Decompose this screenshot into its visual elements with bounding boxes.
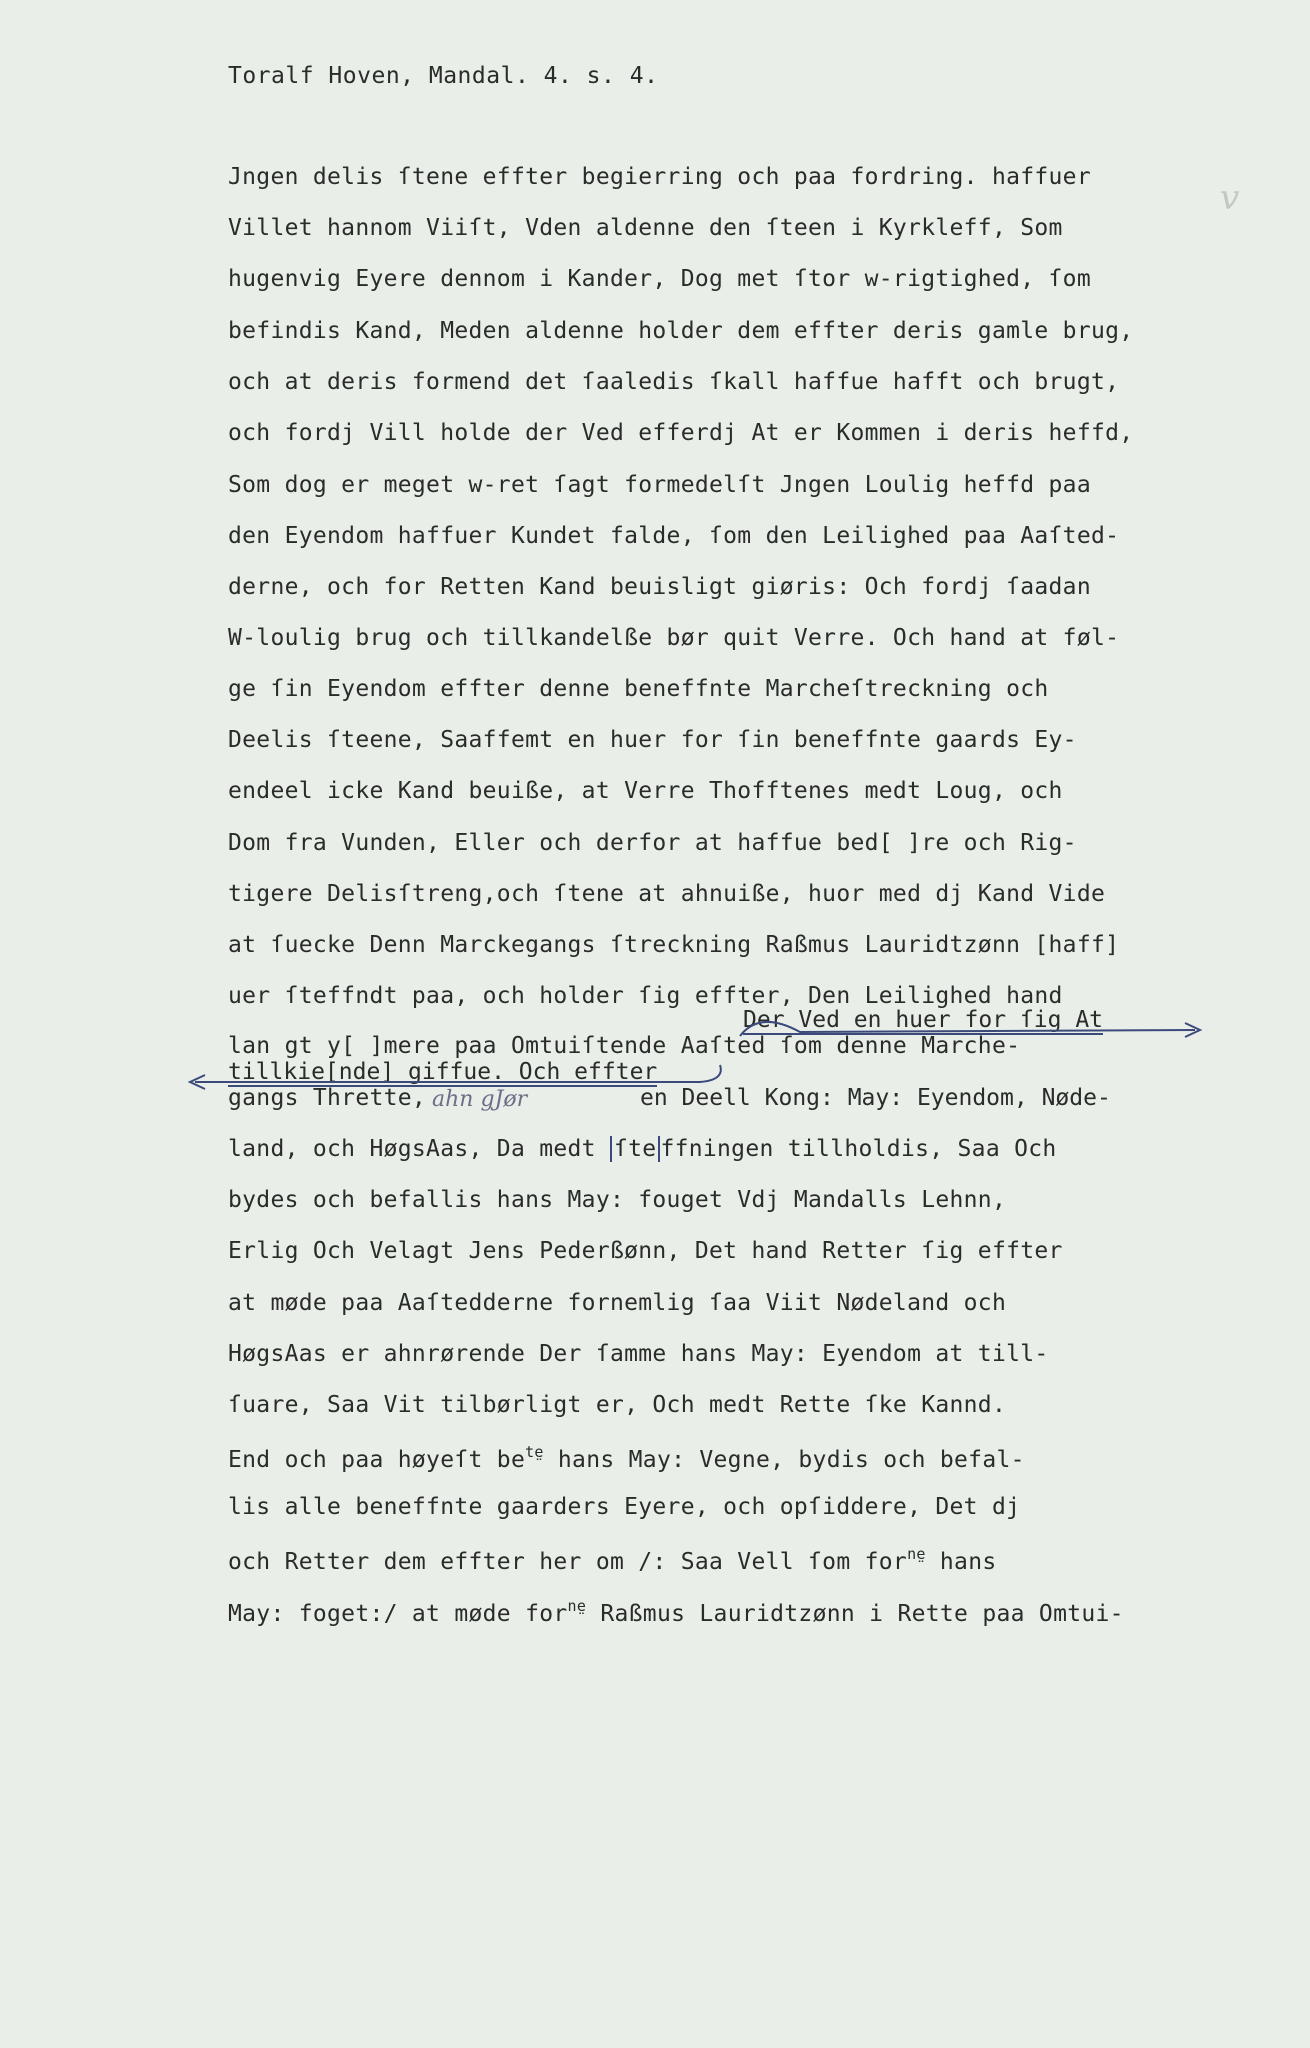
text-line: och fordj Vill holde der Ved efferdj At er Kommen i deris heffd, [228,420,1134,446]
superscript: te̤ [525,1443,544,1461]
text-line: at ſuecke Denn Marckegangs ſtreckning Raßmus Lauridtzønn [haff] [228,932,1120,958]
text-segment: och Retter dem effter her om /: Saa Vell ſom for [228,1549,908,1575]
text-line: at møde paa Aaſtedderne fornemlig ſaa Viit Nødeland och [228,1290,1007,1316]
superscript: ne̤ [567,1597,587,1615]
text-line: Villet hannom Viiſt, Vden aldenne den ſteen i Kyrkleff, Som [228,215,1063,241]
text-segment: May: foget:/ at møde for [228,1601,568,1627]
text-segment: Raßmus Lauridtzønn i Rette paa Omtui- [586,1601,1124,1627]
text-line: Dom fra Vunden, Eller och derfor at haffue bed[ ]re och Rig- [228,830,1077,856]
document-header: Toralf Hoven, Mandal. 4. s. 4. [228,63,659,89]
text-line: Deelis ſteene, Saaffemt en huer for ſin beneffnte gaards Ey- [228,727,1077,753]
text-line: Jngen delis ſtene effter begierring och paa fordring. haffuer [228,164,1091,190]
margin-check-mark: v [1220,178,1240,218]
text-line-continuation: en Deell Kong: May: Eyendom, Nøde- [640,1085,1111,1111]
text-line: endeel icke Kand beuiße, at Verre Thofftenes medt Loug, och [228,778,1063,804]
text-line: ſuare, Saa Vit tilbørligt er, Och medt Rette ſke Kannd. [228,1392,1007,1418]
text-line: W-loulig brug och tillkandelße bør quit Verre. Och hand at føl- [228,625,1120,651]
text-segment: hans May: Vegne, bydis och befal- [543,1447,1025,1473]
text-segment: End och paa høyeſt be [228,1447,526,1473]
text-line: lis alle beneffnte gaarders Eyere, och opſiddere, Det dj [228,1494,1021,1520]
text-segment: hans [925,1549,997,1575]
arrow-right-icon [740,1022,1195,1036]
text-line: Som dog er meget w-ret ſagt formedelſt Jngen Loulig heffd paa [228,472,1091,498]
text-line: den Eyendom haffuer Kundet falde, ſom den Leilighed paa Aaſted- [228,523,1120,549]
text-line: ge ſin Eyendom effter denne beneffnte Marcheſtreckning och [228,676,1049,702]
text-line: befindis Kand, Meden aldenne holder dem effter deris gamle brug, [228,318,1134,344]
text-line: HøgsAas er ahnrørende Der ſamme hans May: Eyendom at till- [228,1341,1049,1367]
text-line: hugenvig Eyere dennom i Kander, Dog met ſtor w-rigtighed, ſom [228,266,1091,292]
arrow-left-icon [195,1065,721,1082]
text-segment: ffningen tillholdis, Saa Och [660,1136,1057,1162]
inserted-text-below: tillkie[nde] giffue. Och effter [228,1059,658,1085]
superscript: ne̤ [907,1545,926,1563]
handwritten-note: ahn gJør [432,1087,528,1112]
text-line: bydes och befallis hans May: fouget Vdj Mandalls Lehnn, [228,1187,1007,1213]
text-line: Erlig Och Velagt Jens Pederßønn, Det hand Retter ſig effter [228,1238,1063,1264]
inserted-text-above: Der Ved en huer for ſig At [743,1007,1104,1033]
text-segment: land, och HøgsAas, Da medt [228,1136,610,1162]
text-line: uer ſteffndt paa, och holder ſig effter, Den Leilighed hand [228,983,1063,1009]
text-line: lan gt y[ ]mere paa Omtuiſtende Aaſted ſom denne Marche- [228,1033,1021,1059]
text-line: derne, och for Retten Kand beuisligt giøris: Och fordj ſaadan [228,574,1091,600]
text-line: tigere Delisſtreng,och ſtene at ahnuiße, huor med dj Kand Vide [228,881,1106,907]
text-line: gangs Thrette, [228,1085,427,1111]
bracketed-text: ſte [610,1136,660,1162]
text-line: och at deris formend det ſaaledis ſkall haffue hafft och brugt, [228,369,1120,395]
